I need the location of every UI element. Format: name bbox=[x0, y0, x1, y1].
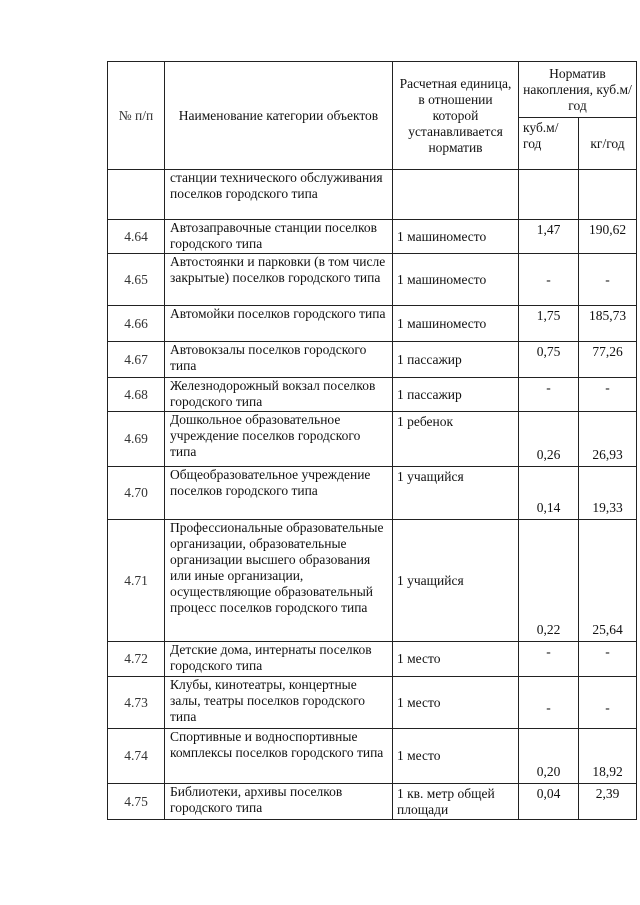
row-unit: 1 машиноместо bbox=[393, 306, 519, 342]
header-norm: Норматив накопления, куб.м/ год bbox=[519, 62, 637, 118]
table-row bbox=[108, 342, 637, 378]
row-volume: - bbox=[519, 677, 579, 729]
row-num: 4.69 bbox=[108, 412, 165, 467]
row-unit: 1 место bbox=[393, 642, 519, 677]
row-name: Автомойки поселков городского типа bbox=[165, 306, 393, 342]
row-mass: 2,39 bbox=[579, 784, 637, 820]
row-mass: - bbox=[579, 254, 637, 306]
row-name: Автозаправочные станции поселков городского типа bbox=[165, 220, 393, 254]
row-mass: 190,62 bbox=[579, 220, 637, 254]
row-name: Автостоянки и парковки (в том числе закрытые) поселков городского типа bbox=[165, 254, 393, 306]
row-volume bbox=[519, 170, 579, 220]
row-name: станции технического обслуживания поселков городского типа bbox=[165, 170, 393, 220]
row-name: Детские дома, интернаты поселков городского типа bbox=[165, 642, 393, 677]
row-volume: - bbox=[519, 378, 579, 412]
row-unit: 1 учащийся bbox=[393, 467, 519, 520]
row-volume: 0,26 bbox=[519, 412, 579, 467]
row-mass: - bbox=[579, 677, 637, 729]
row-unit: 1 пассажир bbox=[393, 342, 519, 378]
table-row bbox=[108, 467, 637, 520]
norms-table bbox=[107, 61, 637, 820]
row-unit: 1 пассажир bbox=[393, 378, 519, 412]
row-mass: 19,33 bbox=[579, 467, 637, 520]
row-unit: 1 ребенок bbox=[393, 412, 519, 467]
row-unit: 1 машиноместо bbox=[393, 254, 519, 306]
row-unit: 1 место bbox=[393, 729, 519, 784]
row-num: 4.67 bbox=[108, 342, 165, 378]
table-row bbox=[108, 170, 637, 220]
row-mass: 25,64 bbox=[579, 520, 637, 642]
table-row bbox=[108, 520, 637, 642]
header-sub-mass: кг/год bbox=[579, 118, 637, 170]
header-num: № п/п bbox=[108, 62, 165, 170]
row-name: Спортивные и водноспортивные комплексы поселков городского типа bbox=[165, 729, 393, 784]
table-row bbox=[108, 220, 637, 254]
row-name: Дошкольное образовательное учреждение поселков городского типа bbox=[165, 412, 393, 467]
row-unit: 1 место bbox=[393, 677, 519, 729]
row-name: Автовокзалы поселков городского типа bbox=[165, 342, 393, 378]
row-num: 4.68 bbox=[108, 378, 165, 412]
row-volume: - bbox=[519, 642, 579, 677]
row-num: 4.66 bbox=[108, 306, 165, 342]
row-name: Профессиональные образовательные организации, образовательные организации высшего образования или иные организации, осуществляющие образовательный процесс поселков городского типа bbox=[165, 520, 393, 642]
table-row bbox=[108, 729, 637, 784]
row-name: Библиотеки, архивы поселков городского типа bbox=[165, 784, 393, 820]
row-volume: 0,75 bbox=[519, 342, 579, 378]
row-volume: 1,47 bbox=[519, 220, 579, 254]
row-num: 4.70 bbox=[108, 467, 165, 520]
row-unit: 1 кв. метр общей площади bbox=[393, 784, 519, 820]
row-unit: 1 учащийся bbox=[393, 520, 519, 642]
row-mass: 18,92 bbox=[579, 729, 637, 784]
row-mass: 26,93 bbox=[579, 412, 637, 467]
row-num: 4.73 bbox=[108, 677, 165, 729]
row-mass: 77,26 bbox=[579, 342, 637, 378]
row-num bbox=[108, 170, 165, 220]
row-num: 4.72 bbox=[108, 642, 165, 677]
row-unit: 1 машиноместо bbox=[393, 220, 519, 254]
table-row bbox=[108, 642, 637, 677]
row-volume: 0,14 bbox=[519, 467, 579, 520]
row-mass: - bbox=[579, 378, 637, 412]
table-row bbox=[108, 306, 637, 342]
table-row bbox=[108, 412, 637, 467]
row-volume: 0,20 bbox=[519, 729, 579, 784]
row-mass: 185,73 bbox=[579, 306, 637, 342]
row-num: 4.74 bbox=[108, 729, 165, 784]
row-mass bbox=[579, 170, 637, 220]
row-unit bbox=[393, 170, 519, 220]
row-mass: - bbox=[579, 642, 637, 677]
row-name: Железнодорожный вокзал поселков городского типа bbox=[165, 378, 393, 412]
row-name: Общеобразовательное учреждение поселков городского типа bbox=[165, 467, 393, 520]
table-row bbox=[108, 378, 637, 412]
header-name: Наименование категории объектов bbox=[165, 62, 393, 170]
table-row bbox=[108, 677, 637, 729]
row-volume: 1,75 bbox=[519, 306, 579, 342]
row-num: 4.64 bbox=[108, 220, 165, 254]
row-volume: - bbox=[519, 254, 579, 306]
header-sub-volume: куб.м/ год bbox=[519, 118, 579, 170]
row-name: Клубы, кинотеатры, концертные залы, театры поселков городского типа bbox=[165, 677, 393, 729]
row-volume: 0,22 bbox=[519, 520, 579, 642]
row-volume: 0,04 bbox=[519, 784, 579, 820]
table-row bbox=[108, 784, 637, 820]
header-unit: Расчетная единица, в отношении которой устанавливается норматив bbox=[393, 62, 519, 170]
row-num: 4.65 bbox=[108, 254, 165, 306]
row-num: 4.71 bbox=[108, 520, 165, 642]
row-num: 4.75 bbox=[108, 784, 165, 820]
table-row bbox=[108, 254, 637, 306]
